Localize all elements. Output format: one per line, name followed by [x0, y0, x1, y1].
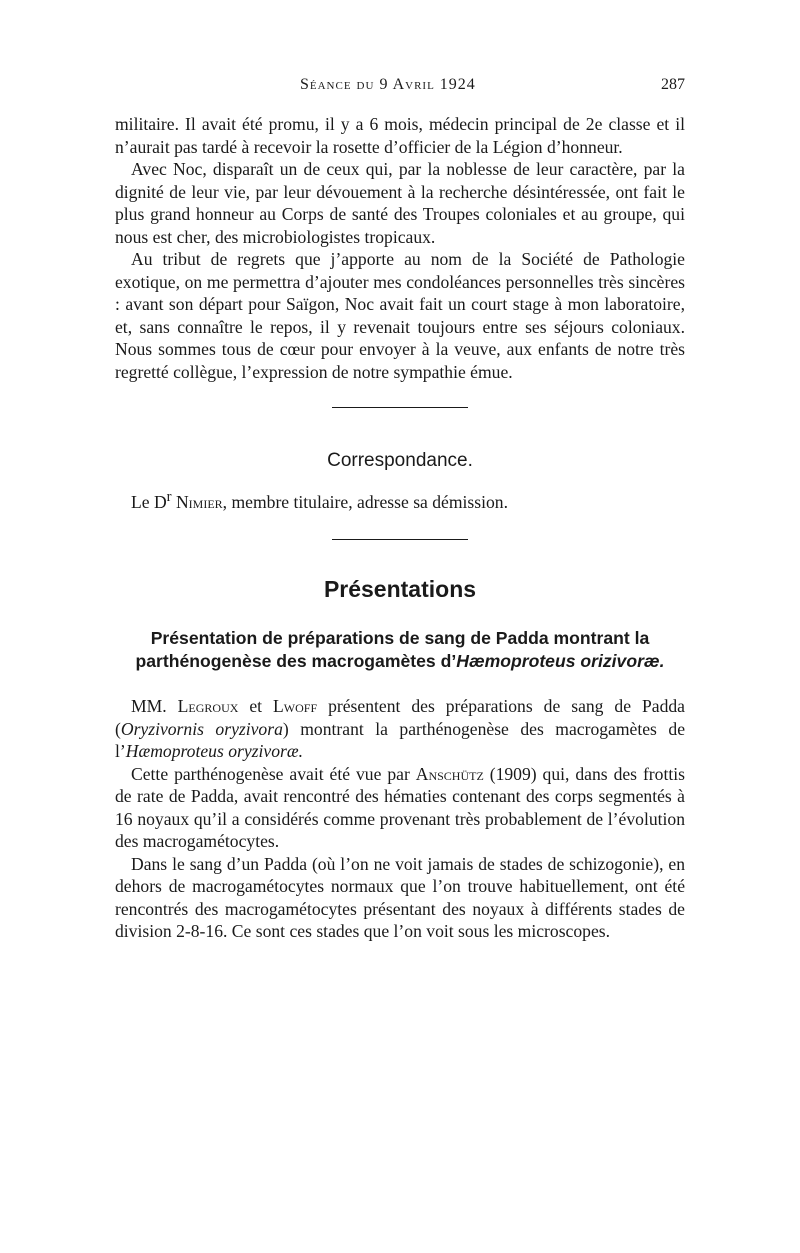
- text-run: (1909) qui, dans des frottis de rate de Padda, avait rencontré des hématies contenant des corps segmentés à 16 noyaux qu’il a considérés comme provenant très probablement de l’évolution des macrogamétocytes.: [115, 763, 685, 852]
- correspondance-letter: [115, 486, 685, 513]
- article-paragraph-1: [115, 695, 685, 763]
- article-paragraph-2: [115, 763, 685, 853]
- letter-name: Nimier: [175, 491, 223, 512]
- presentations-heading: Présentations: [323, 576, 477, 603]
- author-name: Lwoff: [273, 696, 318, 717]
- page-number: 287: [661, 76, 685, 93]
- text-run: et: [238, 696, 274, 717]
- species-name: Hæmoproteus oryzivoræ.: [125, 741, 303, 762]
- section-divider: [332, 539, 468, 540]
- article-title-text: Présentation de préparations de sang de Padda montrant la parthénogenèse des macrogamètes d’: [135, 628, 650, 672]
- text-run: Cette parthénogenèse avait été vue par: [131, 763, 416, 784]
- running-head: [115, 76, 685, 100]
- letter-sup: r: [166, 489, 172, 505]
- obituary-paragraph-1: militaire. Il avait été promu, il y a 6 mois, médecin principal de 2e classe et il n’aurait pas tardé à recevoir la rosette d’officier de la Légion d’honneur.: [115, 114, 685, 157]
- article-title-species: Hæmoproteus orizivoræ.: [456, 651, 665, 672]
- running-title: Séance du 9 Avril 1924: [300, 76, 476, 93]
- page-body: [115, 113, 685, 943]
- obituary-paragraph-3: Au tribut de regrets que j’apporte au nom de la Société de Pathologie exotique, on me permettra d’ajouter mes condoléances personnelles très sincères : avant son départ pour Saïgon, Noc avait fait un court stage à mon laboratoire, et, sans connaître le repos, il y revenait toujours entre ses séjours coloniaux. Nous sommes tous de cœur pour envoyer à la veuve, aux enfants de notre très regretté collègue, l’expression de notre sympathie émue.: [115, 249, 685, 382]
- correspondance-heading: Correspondance.: [327, 450, 473, 471]
- letter-prefix: Le D: [131, 491, 167, 512]
- article-body: [115, 695, 685, 943]
- letter-rest: , membre titulaire, adresse sa démission.: [222, 491, 509, 512]
- article-title: [115, 627, 685, 673]
- text-run: MM.: [131, 696, 178, 717]
- author-name: Anschütz: [415, 763, 484, 784]
- species-name: Oryzivornis oryzivora: [120, 718, 283, 739]
- author-name: Legroux: [177, 696, 239, 717]
- text-run: ) montrant la parthénogenèse des macrogamètes de l’: [115, 718, 685, 762]
- article-paragraph-3: Dans le sang d’un Padda (où l’on ne voit jamais de stades de schizogonie), en dehors de macrogamétocytes normaux que l’on trouve habituellement, ont été rencontrés des macrogamétocytes présentant des noyaux à différents stades de division 2-8-16. Ce sont ces stades que l’on voit sous les microscopes.: [115, 853, 685, 942]
- obituary-paragraph-2: Avec Noc, disparaît un de ceux qui, par la noblesse de leur caractère, par la dignité de leur vie, par leur dévouement à la recherche désintéressée, ont fait le plus grand honneur au Corps de santé des Troupes coloniales et au groupe, qui nous est cher, des microbiologistes tropicaux.: [115, 159, 685, 247]
- text-run: présentent des préparations de sang de Padda (: [115, 696, 685, 739]
- section-divider: [332, 407, 468, 408]
